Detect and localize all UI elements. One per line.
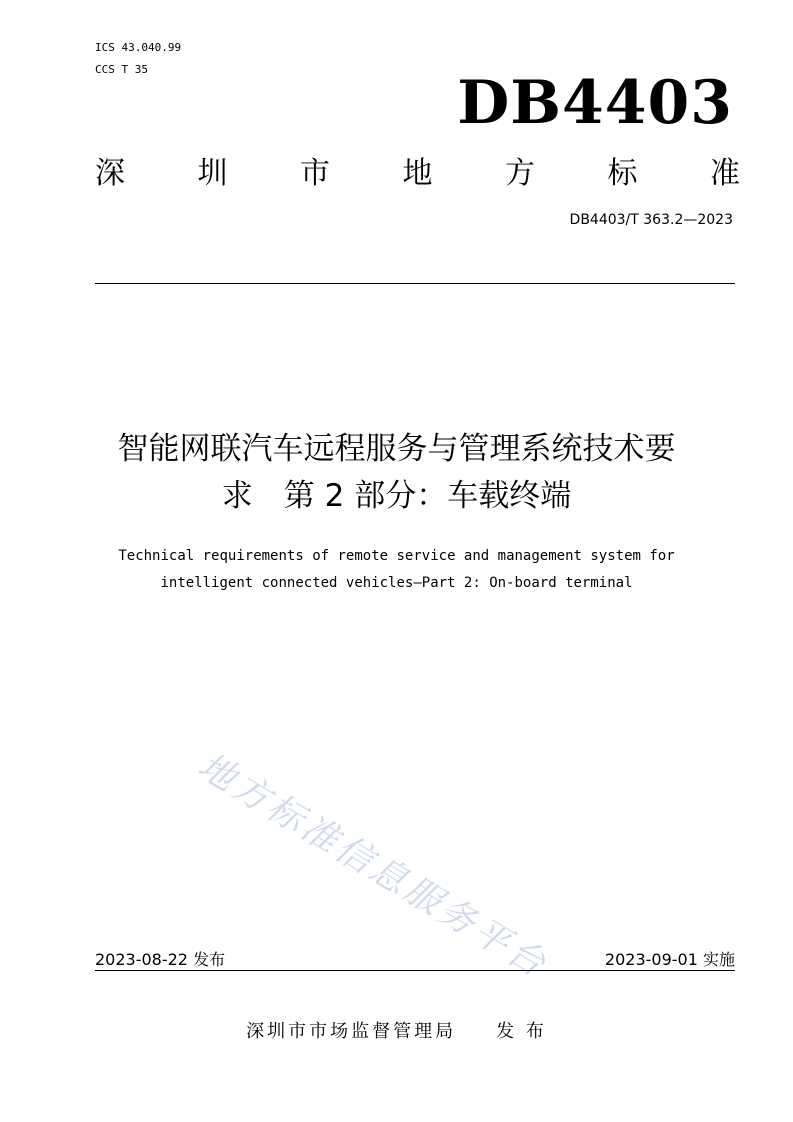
standard-logo: DB4403 — [457, 68, 733, 138]
footer-divider — [95, 970, 735, 971]
implementation-date: 2023-09-01 实施 — [604, 950, 735, 969]
standard-type-char: 地 — [402, 156, 433, 191]
ics-code: ICS 43.040.99 — [95, 41, 182, 54]
issuer-line — [0, 1020, 793, 1044]
standard-type-char: 方 — [505, 156, 535, 191]
standard-number: DB4403/T 363.2—2023 — [569, 212, 733, 228]
issuer-action: 发 布 — [496, 1021, 547, 1042]
issue-date: 2023-08-22 发布 — [95, 950, 226, 969]
standard-type-char: 深 — [95, 156, 125, 191]
title-cn-line-1: 智能网联汽车远程服务与管理系统技术要 — [117, 431, 676, 467]
standard-type-char: 标 — [607, 156, 638, 191]
title-en-line-2: intelligent connected vehicles—Part 2: On-board terminal — [160, 575, 633, 591]
watermark: 地方标准信息服务平台 — [190, 745, 555, 987]
standard-type-char: 圳 — [197, 156, 228, 191]
title-cn-line-2: 求 第 2 部分：车载终端 — [221, 478, 572, 514]
issuer-name: 深圳市市场监督管理局 — [246, 1021, 457, 1042]
header-divider — [95, 283, 735, 284]
title-en-line-1: Technical requirements of remote service and management system for — [118, 548, 675, 564]
standard-type-char: 市 — [300, 156, 330, 191]
standard-type-char: 准 — [710, 156, 740, 191]
standard-type-heading — [95, 154, 740, 194]
ccs-code: CCS T 35 — [95, 63, 148, 76]
